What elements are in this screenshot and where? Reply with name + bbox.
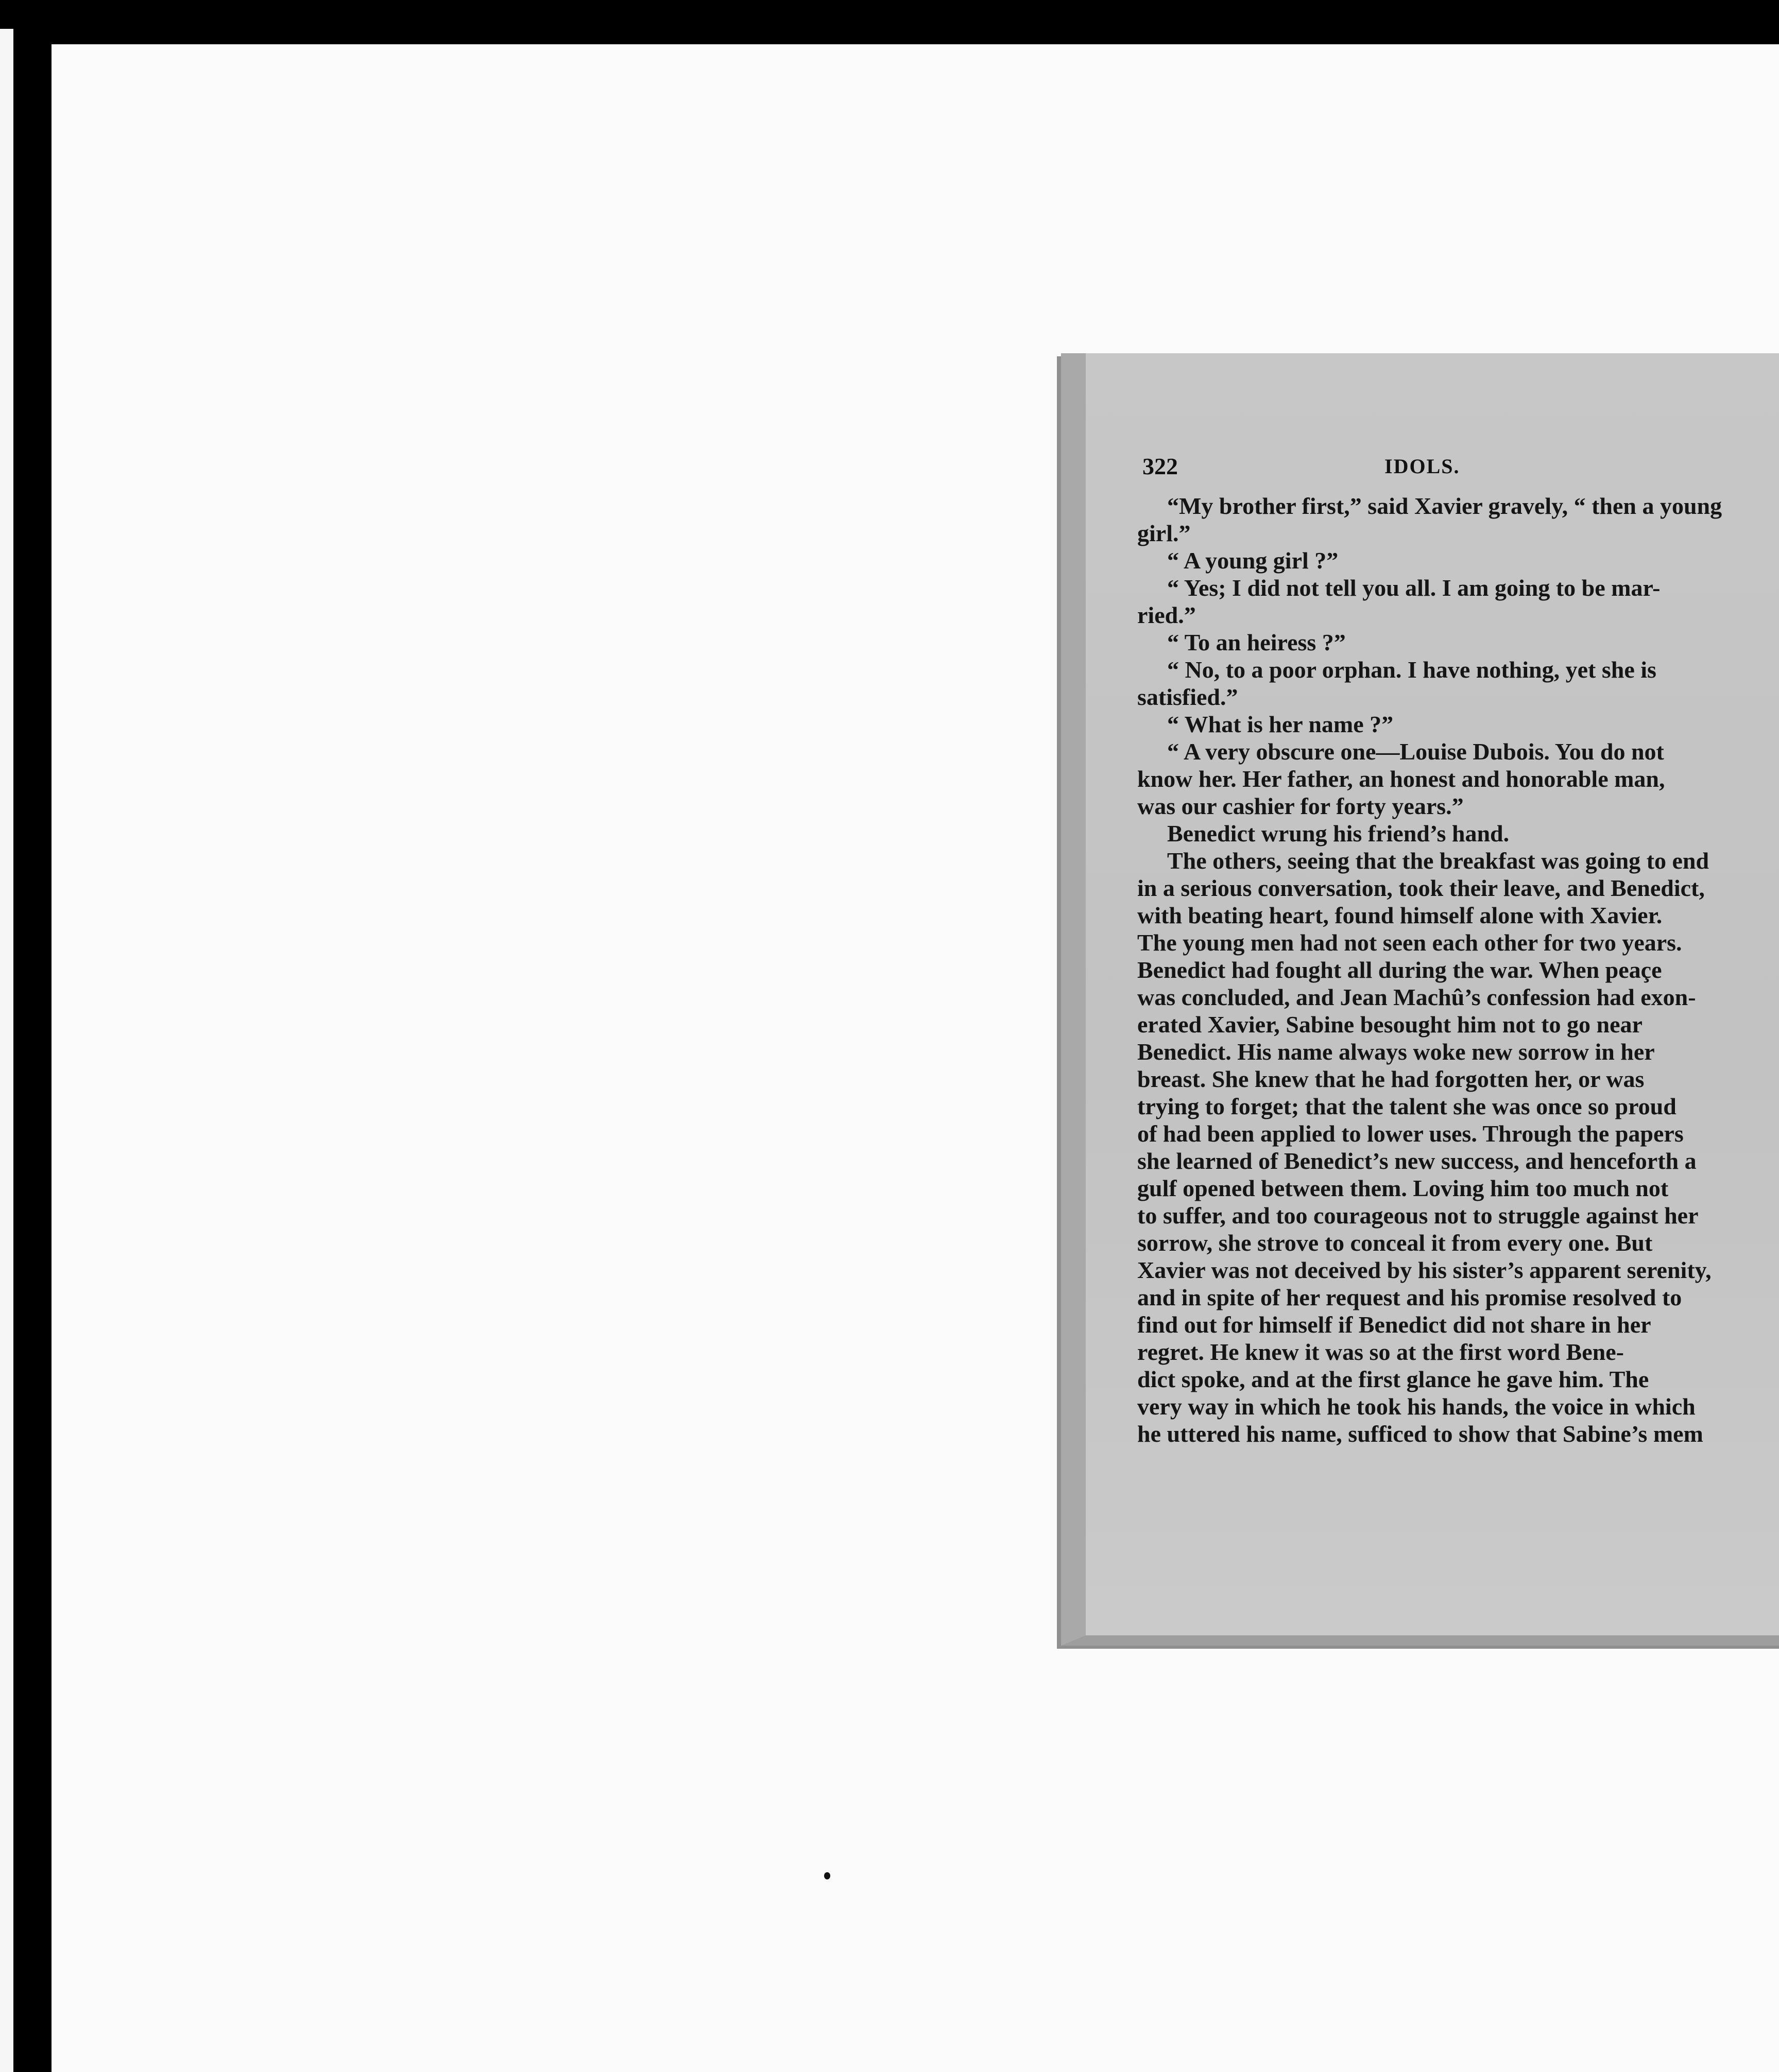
text-line: she learned of Benedict’s new success, and henceforth a [1137, 1148, 1697, 1174]
text-line: “ A young girl ?” [1167, 547, 1339, 574]
adjacent-page-edge [0, 29, 13, 2072]
text-line: The young men had not seen each other for two years. [1137, 929, 1682, 956]
text-line: Benedict wrung his friend’s hand. [1167, 820, 1510, 847]
text-line: “ No, to a poor orphan. I have nothing, yet she is [1167, 657, 1656, 683]
body-text [1137, 492, 1779, 1447]
text-line: “My brother first,” said Xavier gravely, “ then a young [1167, 493, 1722, 519]
scan-sheet [52, 44, 1779, 2072]
text-line: ried.” [1137, 602, 1196, 628]
text-line: of had been applied to lower uses. Through the papers [1137, 1120, 1684, 1147]
page-number: 322 [1142, 453, 1178, 479]
text-line: girl.” [1137, 520, 1191, 546]
running-title: IDOLS. [1384, 455, 1460, 478]
text-line: regret. He knew it was so at the first word Bene- [1137, 1339, 1624, 1365]
book-page [1061, 353, 1779, 1646]
text-line: gulf opened between them. Loving him too much not [1137, 1175, 1669, 1201]
text-line: to suffer, and too courageous not to struggle against her [1137, 1202, 1699, 1229]
text-line: “ A very obscure one—Louise Dubois. You do not [1167, 738, 1664, 765]
text-line: find out for himself if Benedict did not share in her [1137, 1311, 1651, 1338]
text-line: “ Yes; I did not tell you all. I am going to be mar- [1167, 575, 1661, 601]
text-line: The others, seeing that the breakfast was going to end [1167, 848, 1709, 874]
text-line: Benedict had fought all during the war. When peaçe [1137, 957, 1662, 983]
text-line: satisfied.” [1137, 684, 1238, 710]
text-line: Xavier was not deceived by his sister’s apparent serenity, [1137, 1257, 1712, 1283]
text-line: erated Xavier, Sabine besought him not to go near [1137, 1011, 1643, 1038]
text-line: dict spoke, and at the first glance he gave him. The [1137, 1366, 1649, 1392]
text-line: sorrow, she strove to conceal it from every one. But [1137, 1230, 1653, 1256]
page-header [1142, 451, 1779, 487]
text-line: and in spite of her request and his promise resolved to [1137, 1284, 1682, 1310]
text-line: he uttered his name, sufficed to show that Sabine’s mem [1137, 1421, 1703, 1447]
ink-speck [824, 1872, 830, 1879]
text-line: Benedict. His name always woke new sorrow in her [1137, 1039, 1655, 1065]
text-line: know her. Her father, an honest and honorable man, [1137, 766, 1665, 792]
text-line: in a serious conversation, took their leave, and Benedict, [1137, 875, 1705, 901]
text-line: breast. She knew that he had forgotten her, or was [1137, 1066, 1645, 1092]
text-line: very way in which he took his hands, the voice in which [1137, 1393, 1696, 1420]
text-line: “ To an heiress ?” [1167, 629, 1346, 655]
text-line: “ What is her name ?” [1167, 711, 1394, 737]
text-line: with beating heart, found himself alone with Xavier. [1137, 902, 1663, 928]
text-line: was our cashier for forty years.” [1137, 793, 1464, 819]
text-line: trying to forget; that the talent she was once so proud [1137, 1093, 1677, 1119]
text-line: was concluded, and Jean Machû’s confession had exon- [1137, 984, 1696, 1010]
